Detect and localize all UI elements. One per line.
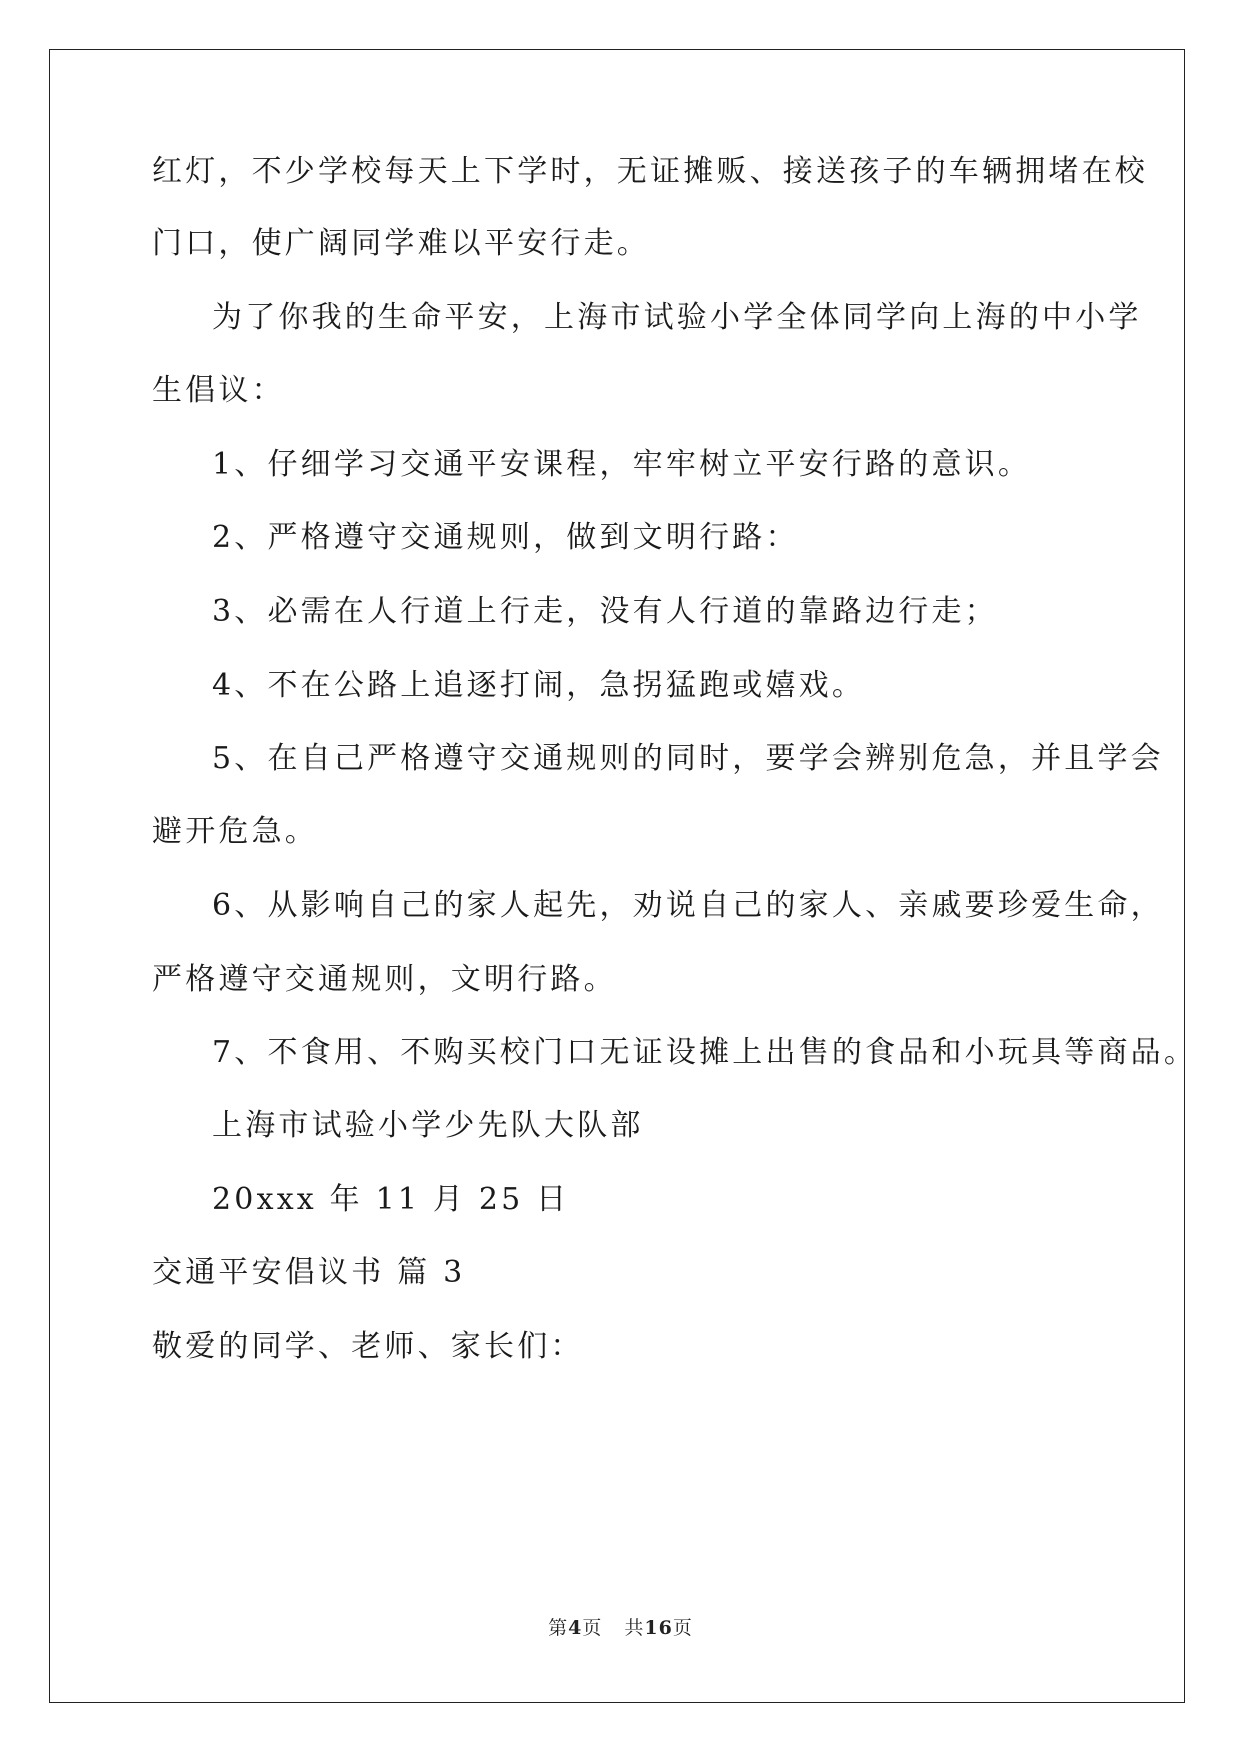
body-line-1: 红灯，不少学校每天上下学时，无证摊贩、接送孩子的车辆拥堵在校 (152, 154, 1148, 189)
list-item-7: 7、不食用、不购买校门口无证设摊上出售的食品和小玩具等商品。 (212, 1035, 1198, 1070)
total-pages: 16 (644, 1617, 673, 1639)
body-line-2: 门口，使广阔同学难以平安行走。 (152, 226, 650, 261)
page-suffix: 页 (582, 1617, 603, 1639)
list-item-6: 6、从影响自己的家人起先，劝说自己的家人、亲戚要珍爱生命， (212, 888, 1164, 923)
salutation: 敬爱的同学、老师、家长们： (152, 1329, 584, 1364)
list-item-3: 3、必需在人行道上行走，没有人行道的靠路边行走； (212, 594, 998, 629)
total-prefix: 共 (624, 1617, 645, 1639)
signature-date: 20xxx 年 11 月 25 日 (212, 1182, 570, 1217)
page-footer (0, 1616, 1241, 1640)
body-line-4: 生倡议： (152, 373, 285, 408)
signature-org: 上海市试验小学少先队大队部 (212, 1108, 644, 1143)
list-item-6-cont: 严格遵守交通规则，文明行路。 (152, 962, 617, 997)
list-item-1: 1、仔细学习交通平安课程，牢牢树立平安行路的意识。 (212, 447, 1032, 482)
list-item-4: 4、不在公路上追逐打闹，急拐猛跑或嬉戏。 (212, 668, 866, 703)
list-item-5-cont: 避开危急。 (152, 814, 318, 849)
page-number: 4 (568, 1617, 583, 1639)
total-suffix: 页 (672, 1617, 693, 1639)
section-title: 交通平安倡议书 篇 3 (152, 1255, 466, 1290)
list-item-2: 2、严格遵守交通规则，做到文明行路： (212, 520, 799, 555)
page-prefix: 第 (548, 1617, 569, 1639)
body-line-3: 为了你我的生命平安，上海市试验小学全体同学向上海的中小学 (212, 300, 1142, 335)
list-item-5: 5、在自己严格遵守交通规则的同时，要学会辨别危急，并且学会 (212, 741, 1164, 776)
